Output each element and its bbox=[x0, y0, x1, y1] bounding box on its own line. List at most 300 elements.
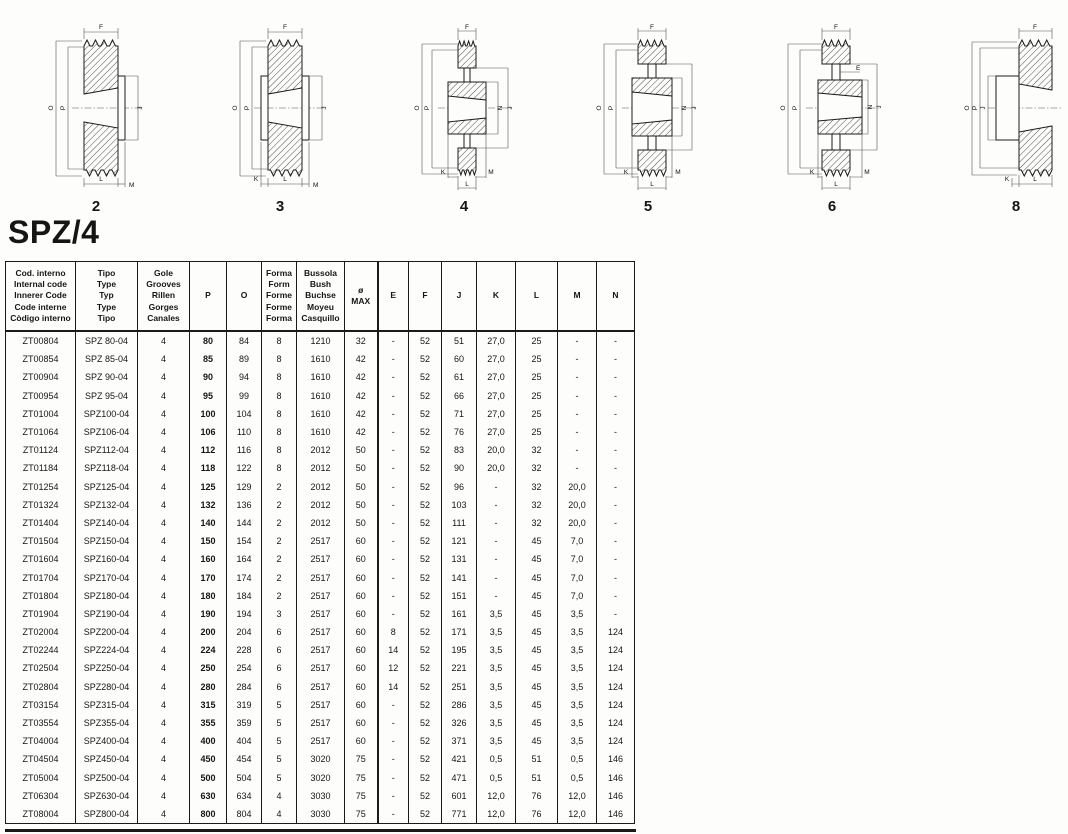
cell-form: 6 bbox=[262, 641, 297, 659]
pulley-figure-form-8 bbox=[964, 20, 1068, 215]
table-row bbox=[6, 459, 635, 477]
cell-bush: 2012 bbox=[297, 441, 345, 459]
cell-form: 8 bbox=[262, 423, 297, 441]
cell-e: - bbox=[378, 331, 409, 350]
cell-type: SPZ450-04 bbox=[76, 750, 138, 768]
cell-form: 6 bbox=[262, 623, 297, 641]
cell-p: 224 bbox=[190, 641, 227, 659]
cell-k: 20,0 bbox=[477, 459, 516, 477]
cell-l: 45 bbox=[516, 641, 558, 659]
cell-o: 84 bbox=[227, 331, 262, 350]
table-row bbox=[6, 514, 635, 532]
cell-p: 80 bbox=[190, 331, 227, 350]
cell-m: 3,5 bbox=[558, 659, 597, 677]
page-title: SPZ/4 bbox=[8, 214, 100, 250]
cell-form: 5 bbox=[262, 696, 297, 714]
cell-f: 52 bbox=[409, 459, 442, 477]
cell-max: 50 bbox=[345, 496, 378, 514]
cell-form: 8 bbox=[262, 405, 297, 423]
cell-j: 471 bbox=[442, 769, 477, 787]
pulley-drawing-form-5 bbox=[596, 20, 700, 196]
cell-form: 2 bbox=[262, 514, 297, 532]
cell-bush: 3020 bbox=[297, 750, 345, 768]
cell-bush: 2012 bbox=[297, 459, 345, 477]
cell-n: - bbox=[597, 405, 635, 423]
table-row bbox=[6, 550, 635, 568]
cell-max: 60 bbox=[345, 587, 378, 605]
cell-bush: 3020 bbox=[297, 769, 345, 787]
dim-label-o: O bbox=[964, 105, 971, 111]
cell-form: 6 bbox=[262, 659, 297, 677]
dim-label-k: K bbox=[440, 169, 446, 176]
cell-grooves: 4 bbox=[138, 350, 190, 368]
col-header-type: Tipo Type Typ Type Tipo bbox=[76, 262, 138, 332]
cell-code: ZT00954 bbox=[6, 387, 76, 405]
cell-grooves: 4 bbox=[138, 641, 190, 659]
cell-e: - bbox=[378, 496, 409, 514]
cell-l: 76 bbox=[516, 787, 558, 805]
cell-p: 160 bbox=[190, 550, 227, 568]
cell-bush: 1610 bbox=[297, 350, 345, 368]
cell-f: 52 bbox=[409, 405, 442, 423]
cell-bush: 2517 bbox=[297, 532, 345, 550]
cell-l: 45 bbox=[516, 550, 558, 568]
cell-grooves: 4 bbox=[138, 678, 190, 696]
cell-n: - bbox=[597, 532, 635, 550]
table-row bbox=[6, 750, 635, 768]
cell-bush: 1610 bbox=[297, 423, 345, 441]
dim-label-k: K bbox=[1004, 176, 1010, 183]
dim-label-k: K bbox=[253, 176, 259, 183]
cell-m: 3,5 bbox=[558, 714, 597, 732]
col-header-bush: Bussola Bush Buchse Moyeu Casquillo bbox=[297, 262, 345, 332]
cell-p: 125 bbox=[190, 478, 227, 496]
cell-type: SPZ150-04 bbox=[76, 532, 138, 550]
cell-m: 3,5 bbox=[558, 641, 597, 659]
cell-f: 52 bbox=[409, 605, 442, 623]
cell-code: ZT02804 bbox=[6, 678, 76, 696]
cell-o: 254 bbox=[227, 659, 262, 677]
cell-grooves: 4 bbox=[138, 459, 190, 477]
table-row bbox=[6, 714, 635, 732]
cell-k: 3,5 bbox=[477, 714, 516, 732]
cell-max: 75 bbox=[345, 805, 378, 824]
cell-j: 83 bbox=[442, 441, 477, 459]
cell-f: 52 bbox=[409, 623, 442, 641]
cell-j: 61 bbox=[442, 368, 477, 386]
cell-f: 52 bbox=[409, 750, 442, 768]
cell-type: SPZ112-04 bbox=[76, 441, 138, 459]
cell-e: - bbox=[378, 732, 409, 750]
cell-o: 129 bbox=[227, 478, 262, 496]
cell-e: - bbox=[378, 696, 409, 714]
cell-l: 45 bbox=[516, 696, 558, 714]
cell-m: 7,0 bbox=[558, 587, 597, 605]
cell-code: ZT08004 bbox=[6, 805, 76, 824]
cell-m: 20,0 bbox=[558, 496, 597, 514]
cell-f: 52 bbox=[409, 350, 442, 368]
cell-grooves: 4 bbox=[138, 696, 190, 714]
cell-bush: 3030 bbox=[297, 787, 345, 805]
cell-k: - bbox=[477, 532, 516, 550]
dim-label-p: P bbox=[60, 105, 67, 111]
cell-max: 60 bbox=[345, 732, 378, 750]
figure-caption: 8 bbox=[1011, 198, 1021, 215]
cell-k: - bbox=[477, 514, 516, 532]
table-row bbox=[6, 678, 635, 696]
col-header-n: N bbox=[597, 262, 635, 332]
cell-code: ZT00904 bbox=[6, 368, 76, 386]
col-header-diameter-max: ø MAX bbox=[345, 262, 378, 332]
dim-label-k: K bbox=[809, 169, 815, 176]
cell-n: - bbox=[597, 350, 635, 368]
cell-p: 500 bbox=[190, 769, 227, 787]
cell-k: 0,5 bbox=[477, 769, 516, 787]
cell-m: - bbox=[558, 368, 597, 386]
cell-grooves: 4 bbox=[138, 331, 190, 350]
cell-type: SPZ100-04 bbox=[76, 405, 138, 423]
dim-label-f: F bbox=[834, 24, 838, 31]
cell-m: 3,5 bbox=[558, 605, 597, 623]
cell-l: 32 bbox=[516, 496, 558, 514]
cell-e: - bbox=[378, 350, 409, 368]
dim-label-j: J bbox=[137, 106, 144, 110]
cell-bush: 2517 bbox=[297, 659, 345, 677]
cell-l: 32 bbox=[516, 478, 558, 496]
cell-f: 52 bbox=[409, 514, 442, 532]
cell-p: 112 bbox=[190, 441, 227, 459]
cell-type: SPZ 90-04 bbox=[76, 368, 138, 386]
cell-type: SPZ630-04 bbox=[76, 787, 138, 805]
cell-code: ZT03154 bbox=[6, 696, 76, 714]
cell-o: 144 bbox=[227, 514, 262, 532]
cell-k: 3,5 bbox=[477, 678, 516, 696]
cell-l: 45 bbox=[516, 605, 558, 623]
cell-code: ZT01604 bbox=[6, 550, 76, 568]
cell-e: - bbox=[378, 441, 409, 459]
cell-k: - bbox=[477, 496, 516, 514]
cell-grooves: 4 bbox=[138, 478, 190, 496]
table-row bbox=[6, 805, 635, 824]
cell-j: 171 bbox=[442, 623, 477, 641]
table-row bbox=[6, 350, 635, 368]
cell-e: 14 bbox=[378, 641, 409, 659]
cell-o: 99 bbox=[227, 387, 262, 405]
cell-grooves: 4 bbox=[138, 441, 190, 459]
col-header-grooves: Gole Grooves Rillen Gorges Canales bbox=[138, 262, 190, 332]
cell-code: ZT01184 bbox=[6, 459, 76, 477]
pulley-figure-form-5 bbox=[596, 20, 700, 215]
cell-form: 2 bbox=[262, 478, 297, 496]
cell-max: 60 bbox=[345, 623, 378, 641]
cell-k: 3,5 bbox=[477, 732, 516, 750]
figure-caption: 2 bbox=[91, 198, 101, 215]
dim-label-j: J bbox=[691, 106, 698, 110]
cell-f: 52 bbox=[409, 659, 442, 677]
cell-e: - bbox=[378, 459, 409, 477]
cell-bush: 2012 bbox=[297, 514, 345, 532]
dim-label-j: J bbox=[507, 106, 514, 110]
cell-bush: 2517 bbox=[297, 623, 345, 641]
cell-form: 2 bbox=[262, 587, 297, 605]
cell-code: ZT06304 bbox=[6, 787, 76, 805]
cell-m: 3,5 bbox=[558, 623, 597, 641]
table-row bbox=[6, 331, 635, 350]
cell-bush: 2517 bbox=[297, 696, 345, 714]
cell-grooves: 4 bbox=[138, 714, 190, 732]
cell-j: 421 bbox=[442, 750, 477, 768]
dim-label-o: O bbox=[414, 105, 421, 111]
table-row bbox=[6, 532, 635, 550]
cell-o: 154 bbox=[227, 532, 262, 550]
cell-n: - bbox=[597, 459, 635, 477]
cell-f: 52 bbox=[409, 714, 442, 732]
dim-label-p: P bbox=[608, 105, 615, 111]
dim-label-f: F bbox=[1033, 24, 1037, 31]
cell-e: - bbox=[378, 423, 409, 441]
cell-l: 32 bbox=[516, 514, 558, 532]
cell-p: 106 bbox=[190, 423, 227, 441]
figure-caption: 3 bbox=[275, 198, 285, 215]
cell-f: 52 bbox=[409, 732, 442, 750]
cell-e: - bbox=[378, 714, 409, 732]
cell-code: ZT01004 bbox=[6, 405, 76, 423]
table-row bbox=[6, 787, 635, 805]
dim-label-l: L bbox=[465, 181, 469, 188]
cell-e: - bbox=[378, 387, 409, 405]
cell-p: 95 bbox=[190, 387, 227, 405]
cell-p: 132 bbox=[190, 496, 227, 514]
cell-p: 85 bbox=[190, 350, 227, 368]
cell-form: 8 bbox=[262, 387, 297, 405]
cell-grooves: 4 bbox=[138, 550, 190, 568]
cell-n: - bbox=[597, 514, 635, 532]
cell-l: 45 bbox=[516, 732, 558, 750]
cell-l: 25 bbox=[516, 405, 558, 423]
cell-grooves: 4 bbox=[138, 750, 190, 768]
cell-max: 60 bbox=[345, 550, 378, 568]
cell-m: 7,0 bbox=[558, 550, 597, 568]
cell-type: SPZ132-04 bbox=[76, 496, 138, 514]
cell-max: 50 bbox=[345, 514, 378, 532]
cell-p: 140 bbox=[190, 514, 227, 532]
cell-type: SPZ140-04 bbox=[76, 514, 138, 532]
cell-grooves: 4 bbox=[138, 769, 190, 787]
table-row bbox=[6, 441, 635, 459]
cell-bush: 2517 bbox=[297, 714, 345, 732]
cell-p: 190 bbox=[190, 605, 227, 623]
cell-o: 284 bbox=[227, 678, 262, 696]
cell-form: 4 bbox=[262, 805, 297, 824]
cell-l: 45 bbox=[516, 714, 558, 732]
cell-code: ZT05004 bbox=[6, 769, 76, 787]
table-row bbox=[6, 769, 635, 787]
cell-form: 2 bbox=[262, 532, 297, 550]
cell-form: 2 bbox=[262, 568, 297, 586]
cell-form: 2 bbox=[262, 496, 297, 514]
cell-l: 76 bbox=[516, 805, 558, 824]
dim-label-n: N bbox=[867, 104, 874, 110]
cell-n: 124 bbox=[597, 641, 635, 659]
table-row bbox=[6, 387, 635, 405]
col-header-o: O bbox=[227, 262, 262, 332]
cell-max: 50 bbox=[345, 478, 378, 496]
cell-o: 94 bbox=[227, 368, 262, 386]
cell-bush: 1210 bbox=[297, 331, 345, 350]
cell-type: SPZ500-04 bbox=[76, 769, 138, 787]
cell-p: 150 bbox=[190, 532, 227, 550]
cell-j: 96 bbox=[442, 478, 477, 496]
cell-m: 20,0 bbox=[558, 514, 597, 532]
cell-type: SPZ160-04 bbox=[76, 550, 138, 568]
cell-m: 12,0 bbox=[558, 787, 597, 805]
cell-k: - bbox=[477, 550, 516, 568]
dim-label-f: F bbox=[650, 24, 654, 31]
cell-o: 634 bbox=[227, 787, 262, 805]
cell-max: 60 bbox=[345, 659, 378, 677]
cell-l: 45 bbox=[516, 532, 558, 550]
pulley-drawings bbox=[0, 0, 1037, 215]
cell-type: SPZ200-04 bbox=[76, 623, 138, 641]
cell-form: 2 bbox=[262, 550, 297, 568]
cell-type: SPZ190-04 bbox=[76, 605, 138, 623]
cell-j: 326 bbox=[442, 714, 477, 732]
cell-l: 45 bbox=[516, 587, 558, 605]
pulley-drawing-form-2 bbox=[44, 20, 148, 196]
cell-o: 204 bbox=[227, 623, 262, 641]
cell-grooves: 4 bbox=[138, 623, 190, 641]
col-header-k: K bbox=[477, 262, 516, 332]
table-row bbox=[6, 732, 635, 750]
cell-max: 42 bbox=[345, 423, 378, 441]
cell-max: 60 bbox=[345, 714, 378, 732]
cell-e: - bbox=[378, 605, 409, 623]
dim-label-l: L bbox=[1033, 176, 1037, 183]
cell-o: 136 bbox=[227, 496, 262, 514]
cell-m: 3,5 bbox=[558, 696, 597, 714]
cell-form: 5 bbox=[262, 769, 297, 787]
cell-type: SPZ 85-04 bbox=[76, 350, 138, 368]
cell-m: - bbox=[558, 441, 597, 459]
figure-caption: 5 bbox=[643, 198, 653, 215]
cell-f: 52 bbox=[409, 496, 442, 514]
cell-e: - bbox=[378, 568, 409, 586]
cell-f: 52 bbox=[409, 568, 442, 586]
cell-k: 3,5 bbox=[477, 605, 516, 623]
cell-n: - bbox=[597, 568, 635, 586]
cell-type: SPZ106-04 bbox=[76, 423, 138, 441]
cell-code: ZT01504 bbox=[6, 532, 76, 550]
cell-j: 76 bbox=[442, 423, 477, 441]
cell-grooves: 4 bbox=[138, 368, 190, 386]
cell-code: ZT01404 bbox=[6, 514, 76, 532]
cell-e: - bbox=[378, 514, 409, 532]
figure-caption: 6 bbox=[827, 198, 837, 215]
cell-m: - bbox=[558, 423, 597, 441]
cell-j: 131 bbox=[442, 550, 477, 568]
cell-code: ZT01324 bbox=[6, 496, 76, 514]
cell-grooves: 4 bbox=[138, 387, 190, 405]
cell-form: 8 bbox=[262, 441, 297, 459]
cell-grooves: 4 bbox=[138, 587, 190, 605]
cell-p: 170 bbox=[190, 568, 227, 586]
cell-l: 25 bbox=[516, 331, 558, 350]
cell-f: 52 bbox=[409, 550, 442, 568]
cell-p: 630 bbox=[190, 787, 227, 805]
cell-code: ZT00804 bbox=[6, 331, 76, 350]
header-row bbox=[6, 262, 635, 332]
cell-j: 151 bbox=[442, 587, 477, 605]
cell-e: 12 bbox=[378, 659, 409, 677]
cell-k: 27,0 bbox=[477, 405, 516, 423]
dim-label-m: M bbox=[488, 169, 494, 176]
cell-m: - bbox=[558, 459, 597, 477]
table-row bbox=[6, 587, 635, 605]
cell-type: SPZ250-04 bbox=[76, 659, 138, 677]
cell-bush: 2517 bbox=[297, 678, 345, 696]
dim-label-m: M bbox=[129, 182, 135, 189]
cell-l: 45 bbox=[516, 568, 558, 586]
cell-m: 7,0 bbox=[558, 532, 597, 550]
cell-p: 90 bbox=[190, 368, 227, 386]
cell-type: SPZ118-04 bbox=[76, 459, 138, 477]
cell-f: 52 bbox=[409, 805, 442, 824]
cell-n: - bbox=[597, 587, 635, 605]
cell-max: 60 bbox=[345, 605, 378, 623]
cell-f: 52 bbox=[409, 769, 442, 787]
table-body bbox=[6, 331, 635, 824]
cell-o: 404 bbox=[227, 732, 262, 750]
cell-k: 3,5 bbox=[477, 659, 516, 677]
cell-e: 8 bbox=[378, 623, 409, 641]
cell-code: ZT01124 bbox=[6, 441, 76, 459]
pulley-drawing-form-8 bbox=[964, 20, 1068, 196]
col-header-f: F bbox=[409, 262, 442, 332]
cell-f: 52 bbox=[409, 696, 442, 714]
col-header-j: J bbox=[442, 262, 477, 332]
cell-j: 286 bbox=[442, 696, 477, 714]
cell-e: - bbox=[378, 750, 409, 768]
cell-l: 51 bbox=[516, 750, 558, 768]
col-header-form: Forma Form Forme Forme Forma bbox=[262, 262, 297, 332]
cell-n: - bbox=[597, 605, 635, 623]
cell-k: 27,0 bbox=[477, 331, 516, 350]
cell-f: 52 bbox=[409, 331, 442, 350]
dim-label-m: M bbox=[675, 169, 681, 176]
table-row bbox=[6, 641, 635, 659]
cell-o: 804 bbox=[227, 805, 262, 824]
dim-label-o: O bbox=[232, 105, 239, 111]
cell-f: 52 bbox=[409, 387, 442, 405]
cell-code: ZT04004 bbox=[6, 732, 76, 750]
cell-code: ZT01064 bbox=[6, 423, 76, 441]
cell-grooves: 4 bbox=[138, 514, 190, 532]
cell-grooves: 4 bbox=[138, 405, 190, 423]
cell-form: 8 bbox=[262, 459, 297, 477]
cell-n: - bbox=[597, 423, 635, 441]
cell-o: 504 bbox=[227, 769, 262, 787]
cell-l: 32 bbox=[516, 441, 558, 459]
cell-f: 52 bbox=[409, 441, 442, 459]
cell-bush: 1610 bbox=[297, 405, 345, 423]
table-row bbox=[6, 405, 635, 423]
cell-n: 146 bbox=[597, 805, 635, 824]
cell-k: 3,5 bbox=[477, 696, 516, 714]
cell-m: 7,0 bbox=[558, 568, 597, 586]
cell-n: 124 bbox=[597, 714, 635, 732]
cell-bush: 2517 bbox=[297, 587, 345, 605]
cell-max: 75 bbox=[345, 769, 378, 787]
